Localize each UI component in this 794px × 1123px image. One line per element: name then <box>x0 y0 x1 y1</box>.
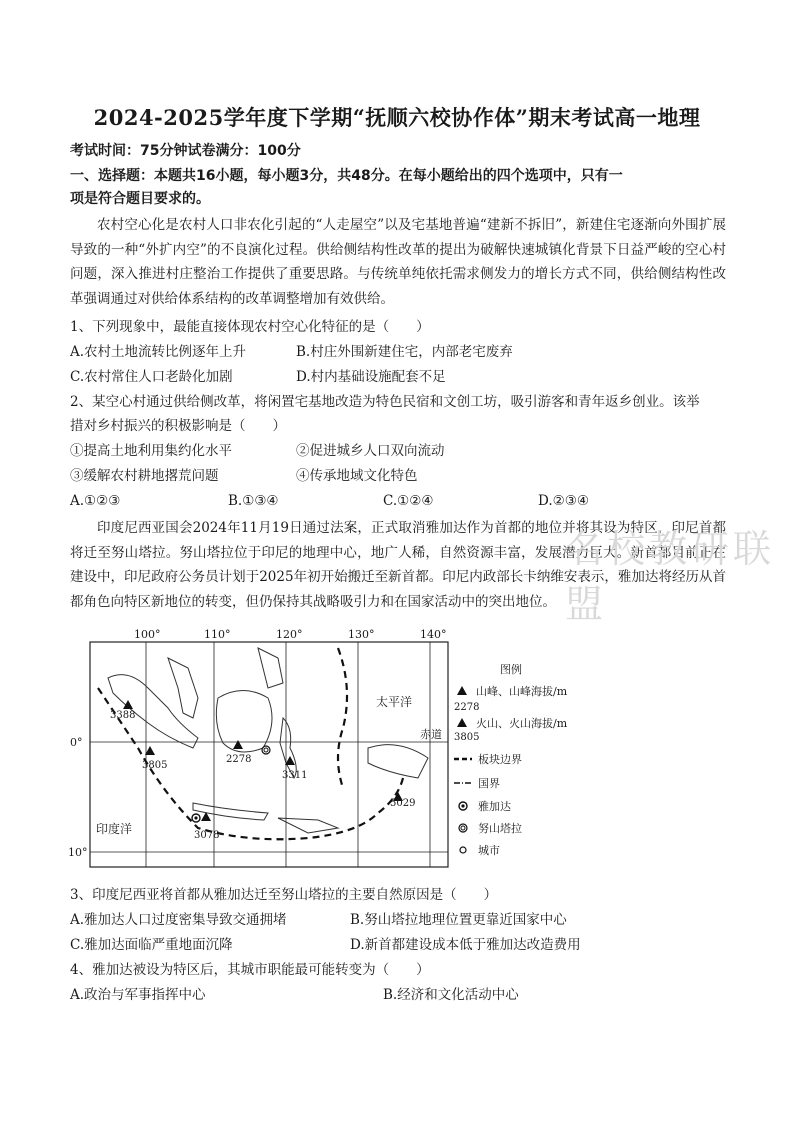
equator-label: 赤道 <box>420 728 442 741</box>
q4-option-b: B.经济和文化活动中心 <box>383 987 519 1003</box>
peak-label: 3388 <box>110 710 136 721</box>
legend-peak-label: 山峰、山峰海拔/m <box>476 685 568 698</box>
legend-city-icon <box>460 847 466 853</box>
legend-jakarta-label: 雅加达 <box>478 800 511 813</box>
q2-option-b: B.①③④ <box>228 493 279 509</box>
q1-option-d: D.村内基础设施配套不足 <box>296 369 446 385</box>
lon-label-110: 110° <box>204 628 231 641</box>
nusantara-marker <box>262 746 270 754</box>
q3-option-d: D.新首都建设成本低于雅加达改造费用 <box>350 937 581 953</box>
legend-volcano-value: 3805 <box>454 732 480 743</box>
q3-option-a: A.雅加达人口过度密集导致交通拥堵 <box>70 912 287 928</box>
lon-label-120: 120° <box>276 628 303 641</box>
sulawesi-coast <box>280 718 296 778</box>
peak-label: 3805 <box>142 760 168 771</box>
q1-stem: 1、下列现象中，最能直接体现农村空心化特征的是（ ） <box>70 319 430 335</box>
q3-option-b: B.努山塔拉地理位置更靠近国家中心 <box>350 912 567 928</box>
peak-label: 3311 <box>282 770 308 781</box>
lon-label-100: 100° <box>134 628 161 641</box>
q4-option-a: A.政治与军事指挥中心 <box>70 987 206 1003</box>
passage-1: 农村空心化是农村人口非农化引起的“人走屋空”以及宅基地普遍“建新不拆旧”，新建住宅逐渐向外围扩展导致的一种“外扩内空”的不良演化过程。供给侧结构性改革的提出为破解快速城镇化背景下日益严峻的空心村问题，深入推进村庄整治工作提供了重要思路。与传统单纯依托需求侧发力的增长方式不同，供给侧结构性改革强调通过对供给体系结构的改革调整增加有效供给。 <box>70 217 726 307</box>
q2-stem-line2: 措对乡村振兴的积极影响是（ ） <box>70 418 286 434</box>
malay-peninsula-coast <box>168 658 198 718</box>
peak-marker <box>233 740 243 749</box>
lon-label-130: 130° <box>348 628 375 641</box>
indonesia-map <box>68 628 578 878</box>
q2-option-d: D.②③④ <box>538 493 589 509</box>
legend-nusantara-label: 努山塔拉 <box>478 822 522 835</box>
q3-option-c: C.雅加达面临严重地面沉降 <box>70 937 233 953</box>
q3-stem: 3、印度尼西亚将首都从雅加达迁至努山塔拉的主要自然原因是（ ） <box>70 887 498 903</box>
page-title: 2024-2025学年度下学期“抚顺六校协作体”期末考试高一地理 <box>93 105 701 130</box>
q2-option-c: C.①②④ <box>383 493 434 509</box>
lat-label-10: 10° <box>68 846 88 859</box>
indian-ocean-label: 印度洋 <box>96 822 133 836</box>
q2-statement-4: ④传承地域文化特色 <box>296 468 418 484</box>
q2-statement-1: ①提高土地利用集约化水平 <box>70 443 232 459</box>
q1-option-c: C.农村常住人口老龄化加剧 <box>70 369 233 385</box>
legend-plate-label: 板块边界 <box>478 753 522 766</box>
q2-statement-3: ③缓解农村耕地撂荒问题 <box>70 468 219 484</box>
legend-peak-value: 2278 <box>454 702 480 713</box>
q2-stem-line1: 2、某空心村通过供给侧改革，将闲置宅基地改造为特色民宿和文创工坊，吸引游客和青年返乡创业。该举 <box>70 394 700 410</box>
section-heading-line2: 项是符合题目要求的。 <box>70 191 210 207</box>
q4-stem: 4、雅加达被设为特区后，其城市职能最可能转变为（ ） <box>70 962 430 978</box>
pacific-label: 太平洋 <box>376 695 413 709</box>
q1-option-a: A.农村土地流转比例逐年上升 <box>70 344 247 360</box>
map-legend <box>454 662 568 857</box>
legend-volcano-icon <box>457 718 467 727</box>
legend-nusantara-icon <box>459 824 467 832</box>
peak-marker <box>145 746 155 755</box>
q2-option-a: A.①②③ <box>70 493 121 509</box>
section-heading-line1: 一、选择题：本题共16小题，每小题3分，共48分。在每小题给出的四个选项中，只有一 <box>70 168 623 184</box>
peak-label: 5029 <box>390 798 416 809</box>
exam-info: 考试时间：75分钟试卷满分：100分 <box>70 143 301 159</box>
lat-label-0: 0° <box>70 736 83 749</box>
philippines-coast <box>258 648 283 688</box>
q1-option-b: B.村庄外围新建住宅，内部老宅废弃 <box>296 344 513 360</box>
legend-title: 图例 <box>500 663 522 676</box>
watermark: 名校教研联盟 <box>565 527 776 626</box>
q2-statement-2: ②促进城乡人口双向流动 <box>296 443 445 459</box>
lesser-sunda-coast <box>278 818 338 833</box>
legend-peak-icon <box>457 686 467 695</box>
new-guinea-coast <box>368 745 428 778</box>
legend-border-label: 国界 <box>478 777 500 790</box>
lon-label-140: 140° <box>420 628 447 641</box>
peak-label: 2278 <box>226 754 252 765</box>
plate-boundary-line-east <box>338 648 347 788</box>
passage-2: 印度尼西亚国会2024年11月19日通过法案，正式取消雅加达作为首都的地位并将其设为特区，印尼首都将迁至努山塔拉。努山塔拉位于印尼的地理中心，地广人稀，自然资源丰富，发展潜力巨大。新首都目前正在建设中，印尼政府公务员计划于2025年初开始搬迁至新首都。印尼内政部长卡纳维安表示，雅加达将经历从首都角色向特区新地位的转变，但仍保持其战略吸引力和在国家活动中的突出地位。 <box>70 520 726 610</box>
borneo-coast <box>216 691 272 753</box>
legend-city-label: 城市 <box>478 844 500 857</box>
legend-volcano-label: 火山、火山海拔/m <box>476 717 568 730</box>
coastlines <box>108 648 428 833</box>
peak-label: 3078 <box>194 830 220 841</box>
map-frame <box>90 642 448 867</box>
